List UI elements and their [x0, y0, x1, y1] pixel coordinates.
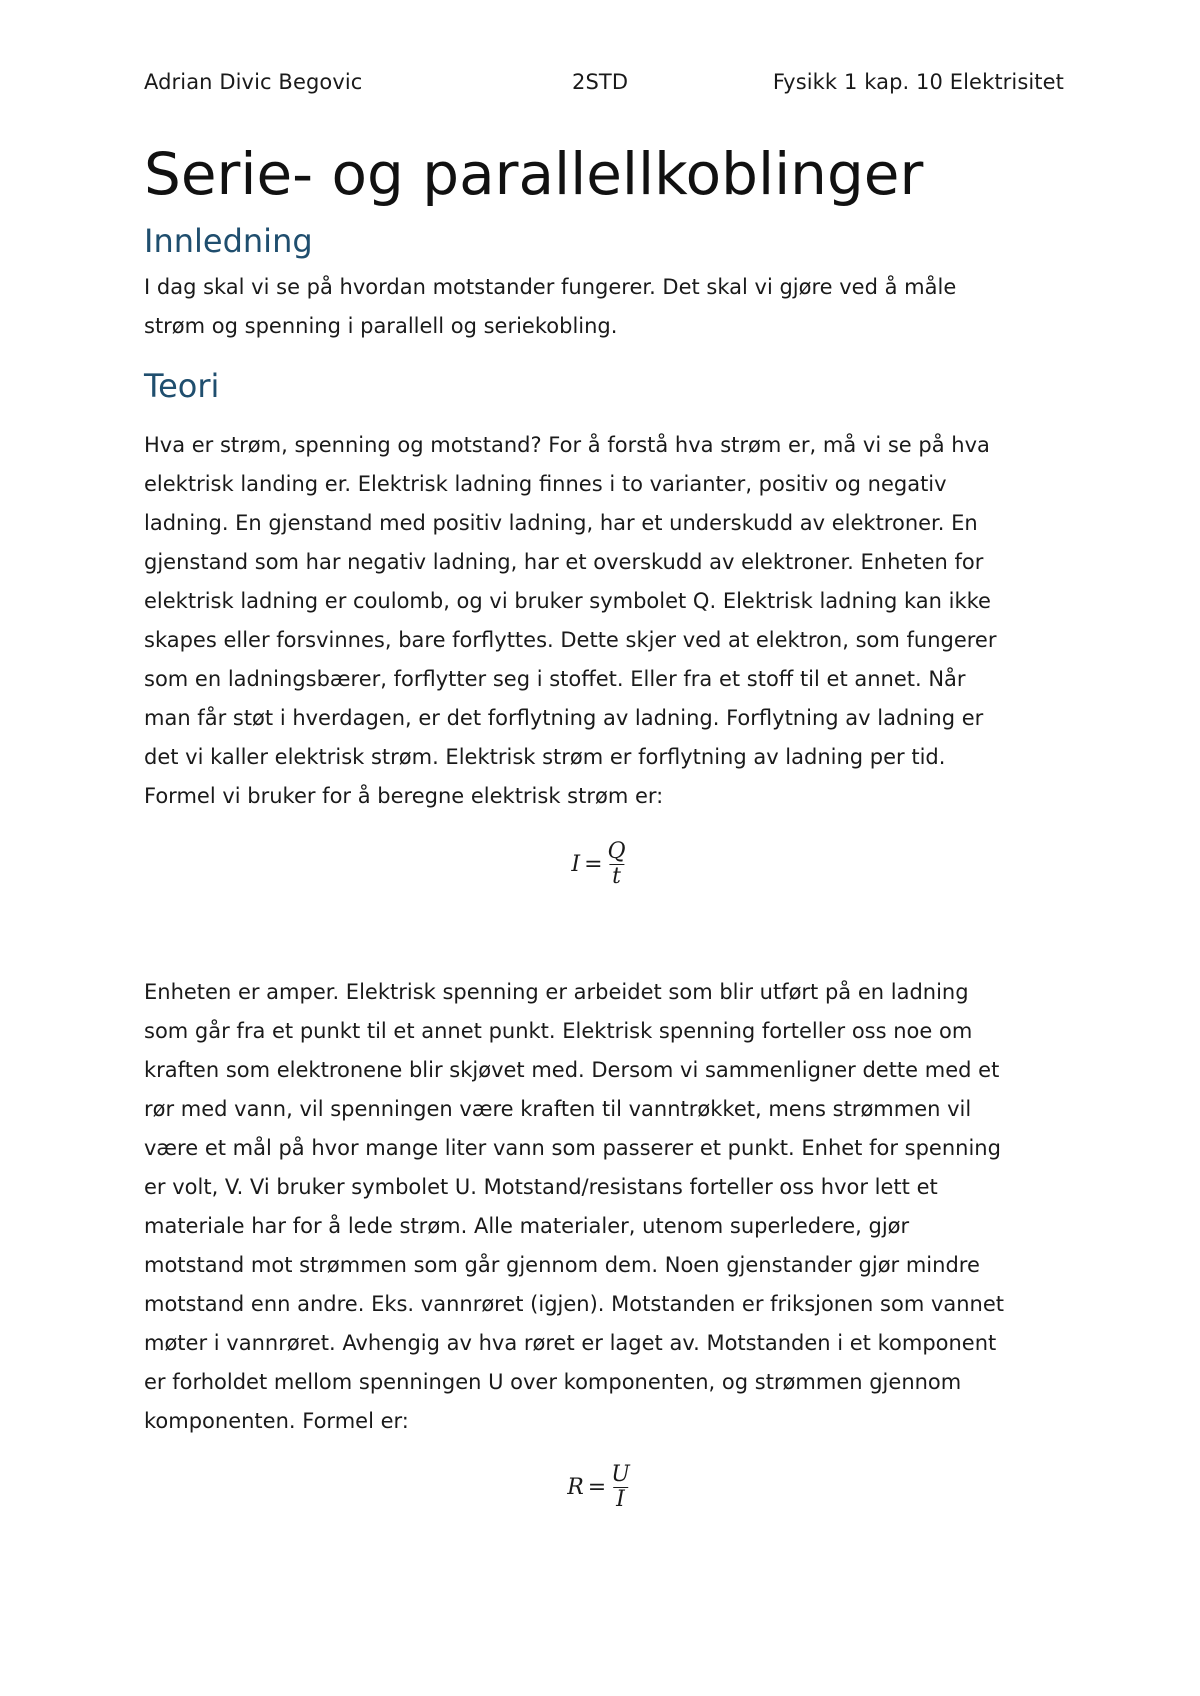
paragraph-theory-1 [144, 426, 1064, 816]
text-line: kraften som elektronene blir skjøvet med. Dersom vi sammenligner dette med et [144, 1058, 1000, 1082]
text-line: ladning. En gjenstand med positiv ladning, har et underskudd av elektroner. En [144, 511, 978, 535]
text-line: som en ladningsbærer, forflytter seg i stoffet. Eller fra et stoff til et annet. Når [144, 667, 966, 691]
header-author: Adrian Divic Begovic [144, 70, 363, 94]
formula-fraction [608, 1463, 633, 1512]
text-line: motstand mot strømmen som går gjennom dem. Noen gjenstander gjør mindre [144, 1253, 980, 1277]
text-line: som går fra et punkt til et annet punkt. Elektrisk spenning forteller oss noe om [144, 1019, 973, 1043]
heading-intro: Innledning [144, 222, 313, 260]
formula-equals: = [584, 852, 603, 877]
text-line: være et mål på hvor mange liter vann som passerer et punkt. Enhet for spenning [144, 1136, 1001, 1160]
heading-theory: Teori [144, 367, 220, 405]
text-line: rør med vann, vil spenningen være kraften til vanntrøkket, mens strømmen vil [144, 1097, 972, 1121]
document-title: Serie- og parallellkoblinger [144, 140, 924, 208]
text-line: Enheten er amper. Elektrisk spenning er arbeidet som blir utført på en ladning [144, 980, 969, 1004]
formula-equals: = [587, 1475, 607, 1500]
formula-numerator: U [611, 1462, 630, 1487]
text-line: strøm og spenning i parallell og seriekobling. [144, 314, 618, 338]
formula-lhs: I [571, 852, 581, 877]
page-header [144, 70, 1064, 100]
text-line: man får støt i hverdagen, er det forflytning av ladning. Forflytning av ladning er [144, 706, 984, 730]
text-line: er volt, V. Vi bruker symbolet U. Motstand/resistans forteller oss hvor lett et [144, 1175, 938, 1199]
text-line: det vi kaller elektrisk strøm. Elektrisk strøm er forflytning av ladning per tid. [144, 745, 946, 769]
formula-lhs: R [567, 1475, 584, 1500]
text-line: Formel vi bruker for å beregne elektrisk strøm er: [144, 784, 664, 808]
text-line: er forholdet mellom spenningen U over komponenten, og strømmen gjennom [144, 1370, 962, 1394]
paragraph-intro [144, 268, 1064, 346]
text-line: elektrisk ladning er coulomb, og vi bruker symbolet Q. Elektrisk ladning kan ikke [144, 589, 991, 613]
text-line: møter i vannrøret. Avhengig av hva røret er laget av. Motstanden i et komponent [144, 1331, 997, 1355]
formula-current [0, 840, 1200, 910]
text-line: Hva er strøm, spenning og motstand? For å forstå hva strøm er, må vi se på hva [144, 433, 990, 457]
header-class: 2STD [572, 70, 629, 94]
formula-fraction [605, 840, 629, 889]
text-line: skapes eller forsvinnes, bare forflyttes. Dette skjer ved at elektron, som fungerer [144, 628, 997, 652]
text-line: komponenten. Formel er: [144, 1409, 409, 1433]
header-subject: Fysikk 1 kap. 10 Elektrisitet [772, 70, 1064, 94]
paragraph-theory-2 [144, 973, 1064, 1441]
text-line: elektrisk landing er. Elektrisk ladning finnes i to varianter, positiv og negativ [144, 472, 947, 496]
text-line: materiale har for å lede strøm. Alle materialer, utenom superledere, gjør [144, 1214, 910, 1238]
text-line: motstand enn andre. Eks. vannrøret (igjen). Motstanden er friksjonen som vannet [144, 1292, 1005, 1316]
formula-denominator: I [613, 1487, 628, 1512]
text-line: I dag skal vi se på hvordan motstander fungerer. Det skal vi gjøre ved å måle [144, 275, 957, 299]
formula-denominator: t [609, 864, 624, 889]
formula-resistance [0, 1463, 1200, 1533]
text-line: gjenstand som har negativ ladning, har et overskudd av elektroner. Enheten for [144, 550, 984, 574]
formula-numerator: Q [607, 839, 626, 864]
